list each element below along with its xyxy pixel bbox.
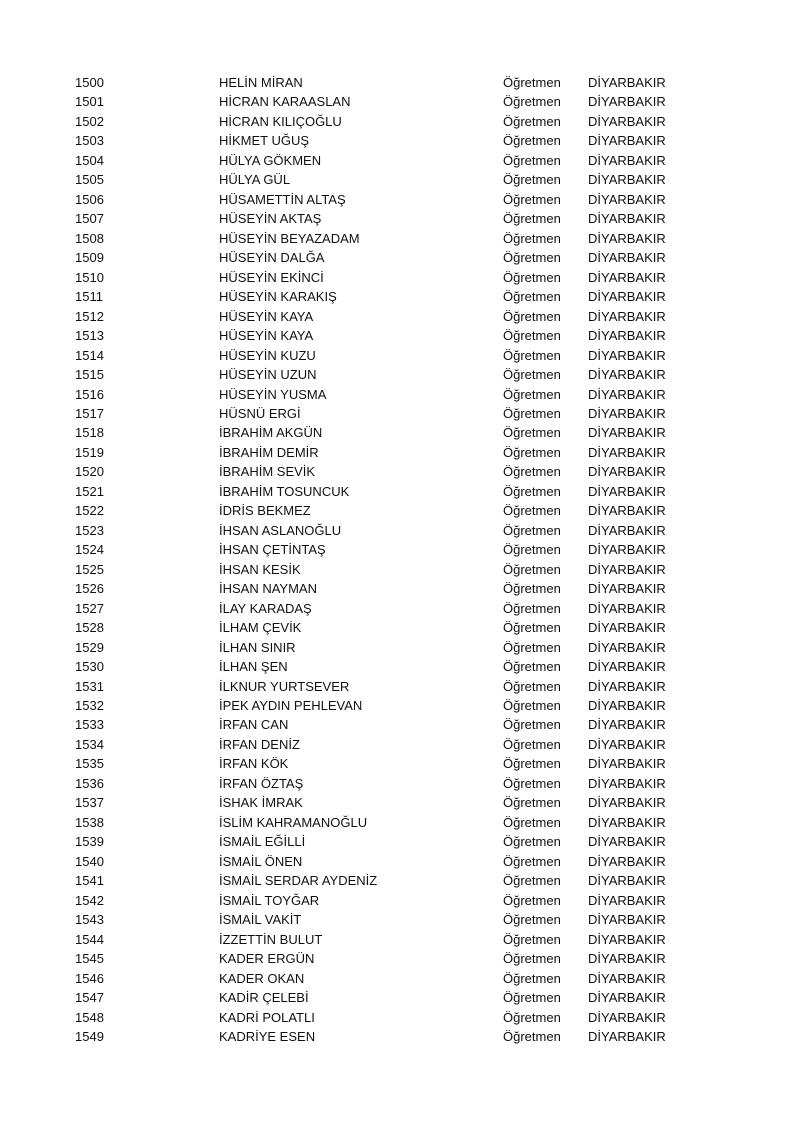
job-title: Öğretmen xyxy=(503,639,561,655)
city-name: DİYARBAKIR xyxy=(588,873,666,889)
row-number: 1513 xyxy=(75,328,104,344)
city-name: DİYARBAKIR xyxy=(588,775,666,791)
job-title: Öğretmen xyxy=(503,736,561,752)
table-row xyxy=(0,599,800,618)
person-name: HİCRAN KILIÇOĞLU xyxy=(219,113,342,129)
job-title: Öğretmen xyxy=(503,970,561,986)
job-title: Öğretmen xyxy=(503,172,561,188)
table-row xyxy=(0,423,800,442)
job-title: Öğretmen xyxy=(503,698,561,713)
table-row xyxy=(0,852,800,871)
table-row xyxy=(0,1027,800,1046)
table-row xyxy=(0,696,800,715)
person-name: HÜSNÜ ERGİ xyxy=(219,405,301,421)
city-name: DİYARBAKIR xyxy=(588,444,666,460)
person-name: İZZETTİN BULUT xyxy=(219,931,323,947)
table-row xyxy=(0,462,800,481)
table-row xyxy=(0,832,800,851)
city-name: DİYARBAKIR xyxy=(588,542,666,558)
city-name: DİYARBAKIR xyxy=(588,230,666,246)
job-title: Öğretmen xyxy=(503,600,561,616)
city-name: DİYARBAKIR xyxy=(588,639,666,655)
row-number: 1503 xyxy=(75,133,104,149)
row-number: 1528 xyxy=(75,620,104,636)
table-row xyxy=(0,618,800,637)
job-title: Öğretmen xyxy=(503,795,561,811)
city-name: DİYARBAKIR xyxy=(588,931,666,947)
person-name: İSMAİL TOYĞAR xyxy=(219,892,320,908)
person-name: İSLİM KAHRAMANOĞLU xyxy=(219,814,368,830)
person-name: HELİN MİRAN xyxy=(219,75,303,90)
row-number: 1533 xyxy=(75,717,104,733)
city-name: DİYARBAKIR xyxy=(588,172,666,188)
row-number: 1527 xyxy=(75,600,104,616)
job-title: Öğretmen xyxy=(503,386,561,402)
row-number: 1545 xyxy=(75,951,104,967)
table-row xyxy=(0,404,800,423)
table-row xyxy=(0,774,800,793)
person-name: HÜSEYİN EKİNCİ xyxy=(219,269,324,285)
table-row xyxy=(0,365,800,384)
job-title: Öğretmen xyxy=(503,328,561,344)
person-name: İBRAHİM SEVİK xyxy=(219,464,316,480)
table-row xyxy=(0,910,800,929)
city-name: DİYARBAKIR xyxy=(588,736,666,752)
row-number: 1546 xyxy=(75,970,104,986)
row-number: 1544 xyxy=(75,931,104,947)
row-number: 1522 xyxy=(75,503,104,519)
job-title: Öğretmen xyxy=(503,503,561,519)
table-row xyxy=(0,579,800,598)
row-number: 1525 xyxy=(75,561,104,577)
job-title: Öğretmen xyxy=(503,873,561,889)
job-title: Öğretmen xyxy=(503,269,561,285)
table-row xyxy=(0,677,800,696)
person-name: HÜSEYİN KUZU xyxy=(219,347,316,363)
city-name: DİYARBAKIR xyxy=(588,211,666,227)
person-name: İLAY KARADAŞ xyxy=(219,600,312,616)
city-name: DİYARBAKIR xyxy=(588,561,666,577)
table-row xyxy=(0,248,800,267)
job-title: Öğretmen xyxy=(503,620,561,636)
table-row xyxy=(0,540,800,559)
row-number: 1512 xyxy=(75,308,104,324)
table-row xyxy=(0,482,800,501)
person-name: İPEK AYDIN PEHLEVAN xyxy=(219,698,363,713)
table-row xyxy=(0,969,800,988)
person-name: İRFAN CAN xyxy=(219,717,289,733)
row-number: 1549 xyxy=(75,1028,104,1044)
table-row xyxy=(0,949,800,968)
city-name: DİYARBAKIR xyxy=(588,328,666,344)
table-row xyxy=(0,521,800,540)
row-number: 1517 xyxy=(75,405,104,421)
job-title: Öğretmen xyxy=(503,814,561,830)
row-number: 1542 xyxy=(75,892,104,908)
city-name: DİYARBAKIR xyxy=(588,581,666,597)
city-name: DİYARBAKIR xyxy=(588,970,666,986)
job-title: Öğretmen xyxy=(503,464,561,480)
job-title: Öğretmen xyxy=(503,775,561,791)
row-number: 1500 xyxy=(75,75,104,90)
job-title: Öğretmen xyxy=(503,483,561,499)
row-number: 1534 xyxy=(75,736,104,752)
row-number: 1508 xyxy=(75,230,104,246)
table-row xyxy=(0,813,800,832)
city-name: DİYARBAKIR xyxy=(588,522,666,538)
city-name: DİYARBAKIR xyxy=(588,659,666,675)
table-row xyxy=(0,657,800,676)
job-title: Öğretmen xyxy=(503,678,561,694)
city-name: DİYARBAKIR xyxy=(588,678,666,694)
city-name: DİYARBAKIR xyxy=(588,113,666,129)
person-name: KADER ERGÜN xyxy=(219,951,315,967)
table-row xyxy=(0,735,800,754)
row-number: 1507 xyxy=(75,211,104,227)
row-number: 1541 xyxy=(75,873,104,889)
city-name: DİYARBAKIR xyxy=(588,503,666,519)
table-row xyxy=(0,190,800,209)
city-name: DİYARBAKIR xyxy=(588,75,666,90)
row-number: 1540 xyxy=(75,853,104,869)
table-row xyxy=(0,92,800,111)
city-name: DİYARBAKIR xyxy=(588,951,666,967)
job-title: Öğretmen xyxy=(503,250,561,266)
person-name: İRFAN KÖK xyxy=(219,756,289,772)
city-name: DİYARBAKIR xyxy=(588,853,666,869)
table-row xyxy=(0,170,800,189)
row-number: 1524 xyxy=(75,542,104,558)
table-row xyxy=(0,307,800,326)
city-name: DİYARBAKIR xyxy=(588,756,666,772)
table-row xyxy=(0,715,800,734)
city-name: DİYARBAKIR xyxy=(588,600,666,616)
job-title: Öğretmen xyxy=(503,717,561,733)
table-row xyxy=(0,73,800,92)
city-name: DİYARBAKIR xyxy=(588,94,666,110)
job-title: Öğretmen xyxy=(503,581,561,597)
row-number: 1506 xyxy=(75,191,104,207)
row-number: 1529 xyxy=(75,639,104,655)
table-row xyxy=(0,638,800,657)
person-name: HÜSEYİN BEYAZADAM xyxy=(219,230,360,246)
job-title: Öğretmen xyxy=(503,444,561,460)
person-name: HÜSEYİN DALĞA xyxy=(219,250,325,266)
person-name: İSMAİL ÖNEN xyxy=(219,853,303,869)
job-title: Öğretmen xyxy=(503,211,561,227)
job-title: Öğretmen xyxy=(503,522,561,538)
table-row xyxy=(0,131,800,150)
row-number: 1536 xyxy=(75,775,104,791)
job-title: Öğretmen xyxy=(503,1009,561,1025)
city-name: DİYARBAKIR xyxy=(588,814,666,830)
table-row xyxy=(0,501,800,520)
person-name: KADER OKAN xyxy=(219,970,305,986)
city-name: DİYARBAKIR xyxy=(588,1028,666,1044)
person-name: HÜSEYİN UZUN xyxy=(219,367,317,383)
table-row xyxy=(0,930,800,949)
city-name: DİYARBAKIR xyxy=(588,386,666,402)
row-number: 1519 xyxy=(75,444,104,460)
row-number: 1516 xyxy=(75,386,104,402)
job-title: Öğretmen xyxy=(503,853,561,869)
table-row xyxy=(0,268,800,287)
job-title: Öğretmen xyxy=(503,113,561,129)
city-name: DİYARBAKIR xyxy=(588,250,666,266)
row-number: 1502 xyxy=(75,113,104,129)
job-title: Öğretmen xyxy=(503,405,561,421)
table-row xyxy=(0,151,800,170)
row-number: 1511 xyxy=(75,289,103,305)
table-row xyxy=(0,112,800,131)
person-name: İSMAİL EĞİLLİ xyxy=(219,834,306,850)
table-row xyxy=(0,385,800,404)
city-name: DİYARBAKIR xyxy=(588,912,666,928)
teacher-list xyxy=(0,73,800,1046)
job-title: Öğretmen xyxy=(503,561,561,577)
job-title: Öğretmen xyxy=(503,756,561,772)
person-name: HÜSEYİN KAYA xyxy=(219,308,314,324)
job-title: Öğretmen xyxy=(503,990,561,1006)
job-title: Öğretmen xyxy=(503,308,561,324)
row-number: 1535 xyxy=(75,756,104,772)
table-row xyxy=(0,326,800,345)
job-title: Öğretmen xyxy=(503,367,561,383)
row-number: 1538 xyxy=(75,814,104,830)
job-title: Öğretmen xyxy=(503,912,561,928)
job-title: Öğretmen xyxy=(503,892,561,908)
person-name: İBRAHİM DEMİR xyxy=(219,444,319,460)
table-row xyxy=(0,229,800,248)
city-name: DİYARBAKIR xyxy=(588,269,666,285)
job-title: Öğretmen xyxy=(503,152,561,168)
row-number: 1531 xyxy=(75,678,104,694)
city-name: DİYARBAKIR xyxy=(588,795,666,811)
person-name: HÜSEYİN YUSMA xyxy=(219,386,327,402)
row-number: 1510 xyxy=(75,269,104,285)
job-title: Öğretmen xyxy=(503,931,561,947)
row-number: 1539 xyxy=(75,834,104,850)
row-number: 1509 xyxy=(75,250,104,266)
job-title: Öğretmen xyxy=(503,347,561,363)
job-title: Öğretmen xyxy=(503,75,561,90)
job-title: Öğretmen xyxy=(503,133,561,149)
person-name: İBRAHİM AKGÜN xyxy=(219,425,323,441)
city-name: DİYARBAKIR xyxy=(588,191,666,207)
person-name: HİCRAN KARAASLAN xyxy=(219,94,351,110)
table-row xyxy=(0,988,800,1007)
person-name: İDRİS BEKMEZ xyxy=(219,503,311,519)
row-number: 1521 xyxy=(75,483,104,499)
city-name: DİYARBAKIR xyxy=(588,990,666,1006)
row-number: 1523 xyxy=(75,522,104,538)
person-name: KADRİ POLATLI xyxy=(219,1009,315,1025)
job-title: Öğretmen xyxy=(503,289,561,305)
table-row xyxy=(0,1008,800,1027)
person-name: İLKNUR YURTSEVER xyxy=(219,678,350,694)
row-number: 1515 xyxy=(75,367,104,383)
row-number: 1504 xyxy=(75,152,104,168)
row-number: 1543 xyxy=(75,912,104,928)
job-title: Öğretmen xyxy=(503,951,561,967)
job-title: Öğretmen xyxy=(503,191,561,207)
city-name: DİYARBAKIR xyxy=(588,698,666,713)
job-title: Öğretmen xyxy=(503,1028,561,1044)
person-name: İHSAN NAYMAN xyxy=(219,581,317,597)
person-name: İBRAHİM TOSUNCUK xyxy=(219,483,350,499)
city-name: DİYARBAKIR xyxy=(588,483,666,499)
city-name: DİYARBAKIR xyxy=(588,717,666,733)
person-name: HÜLYA GÜL xyxy=(219,172,291,188)
person-name: İSHAK İMRAK xyxy=(219,795,303,811)
job-title: Öğretmen xyxy=(503,834,561,850)
job-title: Öğretmen xyxy=(503,94,561,110)
table-row xyxy=(0,871,800,890)
row-number: 1537 xyxy=(75,795,104,811)
person-name: İLHAM ÇEVİK xyxy=(219,620,302,636)
table-row xyxy=(0,560,800,579)
person-name: HÜSAMETTİN ALTAŞ xyxy=(219,191,346,207)
city-name: DİYARBAKIR xyxy=(588,152,666,168)
table-row xyxy=(0,287,800,306)
city-name: DİYARBAKIR xyxy=(588,133,666,149)
row-number: 1532 xyxy=(75,698,104,713)
row-number: 1514 xyxy=(75,347,104,363)
person-name: HÜLYA GÖKMEN xyxy=(219,152,322,168)
person-name: HÜSEYİN KAYA xyxy=(219,328,314,344)
city-name: DİYARBAKIR xyxy=(588,1009,666,1025)
job-title: Öğretmen xyxy=(503,230,561,246)
person-name: İRFAN ÖZTAŞ xyxy=(219,775,304,791)
city-name: DİYARBAKIR xyxy=(588,308,666,324)
city-name: DİYARBAKIR xyxy=(588,464,666,480)
row-number: 1518 xyxy=(75,425,104,441)
city-name: DİYARBAKIR xyxy=(588,834,666,850)
row-number: 1505 xyxy=(75,172,104,188)
person-name: İSMAİL VAKİT xyxy=(219,912,302,928)
city-name: DİYARBAKIR xyxy=(588,425,666,441)
row-number: 1501 xyxy=(75,94,104,110)
person-name: İRFAN DENİZ xyxy=(219,736,300,752)
city-name: DİYARBAKIR xyxy=(588,405,666,421)
person-name: HÜSEYİN AKTAŞ xyxy=(219,211,322,227)
job-title: Öğretmen xyxy=(503,425,561,441)
city-name: DİYARBAKIR xyxy=(588,347,666,363)
row-number: 1520 xyxy=(75,464,104,480)
person-name: İHSAN ÇETİNTAŞ xyxy=(219,542,326,558)
person-name: İSMAİL SERDAR AYDENİZ xyxy=(219,873,378,889)
person-name: İLHAN ŞEN xyxy=(219,659,288,675)
table-row xyxy=(0,443,800,462)
city-name: DİYARBAKIR xyxy=(588,367,666,383)
person-name: İHSAN ASLANOĞLU xyxy=(219,522,342,538)
table-row xyxy=(0,793,800,812)
person-name: İHSAN KESİK xyxy=(219,561,301,577)
city-name: DİYARBAKIR xyxy=(588,289,666,305)
city-name: DİYARBAKIR xyxy=(588,892,666,908)
person-name: KADRİYE ESEN xyxy=(219,1028,316,1044)
person-name: HİKMET UĞUŞ xyxy=(219,133,310,149)
row-number: 1526 xyxy=(75,581,104,597)
person-name: İLHAN SINIR xyxy=(219,639,296,655)
row-number: 1530 xyxy=(75,659,104,675)
row-number: 1547 xyxy=(75,990,104,1006)
city-name: DİYARBAKIR xyxy=(588,620,666,636)
table-row xyxy=(0,346,800,365)
table-row xyxy=(0,754,800,773)
person-name: KADİR ÇELEBİ xyxy=(219,990,309,1006)
row-number: 1548 xyxy=(75,1009,104,1025)
person-name: HÜSEYİN KARAKIŞ xyxy=(219,289,337,305)
job-title: Öğretmen xyxy=(503,659,561,675)
table-row xyxy=(0,209,800,228)
job-title: Öğretmen xyxy=(503,542,561,558)
table-row xyxy=(0,891,800,910)
